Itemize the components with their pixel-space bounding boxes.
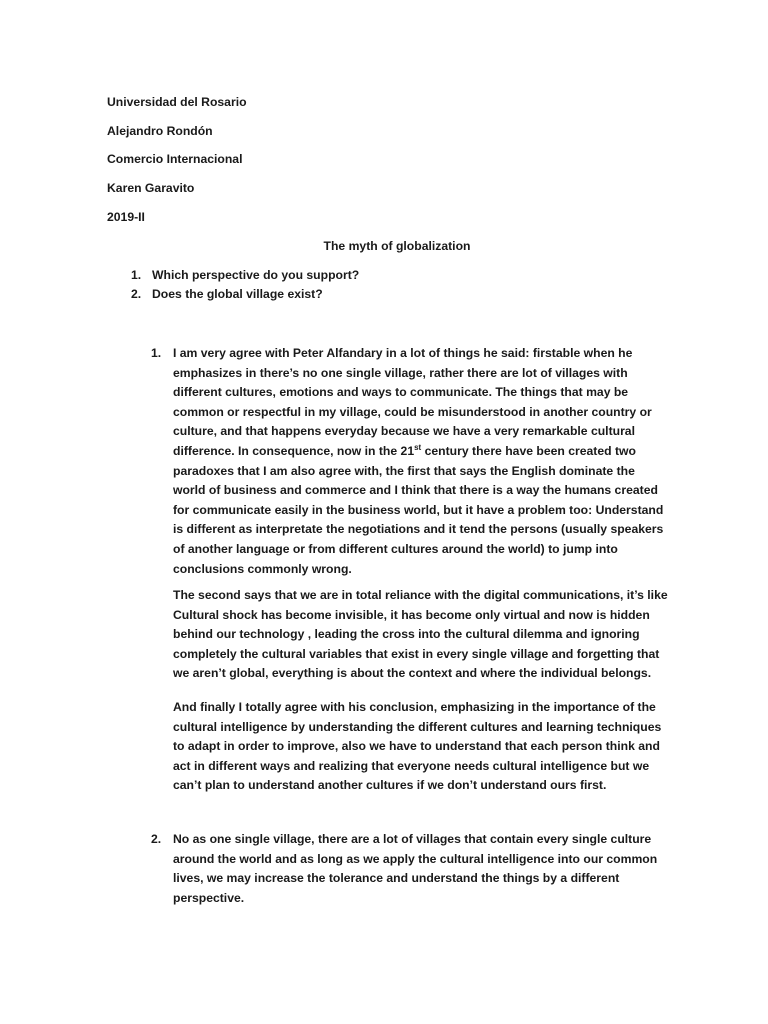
header-student: Alejandro Rondón	[107, 124, 213, 138]
ordinal-suffix: st	[414, 442, 422, 452]
question-number: 1.	[131, 268, 142, 282]
answer-number: 1.	[151, 346, 162, 360]
answer-text: century there have been created two paradoxes that I am also agree with, the first that says the English dominate the world of business and commerce and I think that there is a way the humans created for communicate easily in the business world, but it have a problem too: Understand is different as interpretate the negotiations and it tend the persons (usually speakers of another language or from different cultures around the world) to jump into conclusions commonly wrong.	[173, 443, 664, 576]
answer-1-paragraph-1	[173, 344, 668, 579]
answer-number: 2.	[151, 832, 162, 846]
answer-2-paragraph: No as one single village, there are a lot of villages that contain every single culture around the world and as long as we apply the cultural intelligence into our common lives, we may increase the tolerance and understand the things by a different perspective.	[173, 832, 658, 905]
answer-2	[151, 830, 676, 908]
answer-1	[151, 344, 676, 579]
header-university: Universidad del Rosario	[107, 95, 247, 109]
question-2	[131, 285, 323, 305]
header-teacher: Karen Garavito	[107, 181, 195, 195]
header-program: Comercio Internacional	[107, 152, 243, 166]
answer-1-paragraph-2: The second says that we are in total reliance with the digital communications, it’s like Cultural shock has become invisible, it has become only virtual and now is hidden behind our technology , leading the cross into the cultural dilemma and ignoring completely the cultural variables that exist in every single village and forgetting that we aren’t global, everything is about the context and where the individual belongs.	[173, 588, 668, 681]
question-text: Which perspective do you support?	[152, 268, 360, 282]
header-term: 2019-II	[107, 210, 145, 224]
answer-1-paragraph-3: And finally I totally agree with his conclusion, emphasizing in the importance of the cultural intelligence by understanding the different cultures and learning techniques to adapt in order to improve, also we have to understand that each person think and act in different ways and realizing that everyone needs cultural intelligence but we can’t plan to understand another cultures if we don’t understand ours first.	[173, 700, 662, 793]
question-text: Does the global village exist?	[152, 287, 323, 301]
answer-text: I am very agree with Peter Alfandary in a lot of things he said: firstable when he emphasizes in there’s no one single village, rather there are lot of villages with different cultures, emotions and ways to communicate. The things that may be common or respectful in my village, could be misunderstood in another country or culture, and that happens everyday because we have a very remarkable cultural difference. In consequence, now in the 21	[173, 346, 652, 458]
question-number: 2.	[131, 287, 142, 301]
question-1	[131, 266, 359, 286]
document-title: The myth of globalization	[323, 239, 471, 253]
